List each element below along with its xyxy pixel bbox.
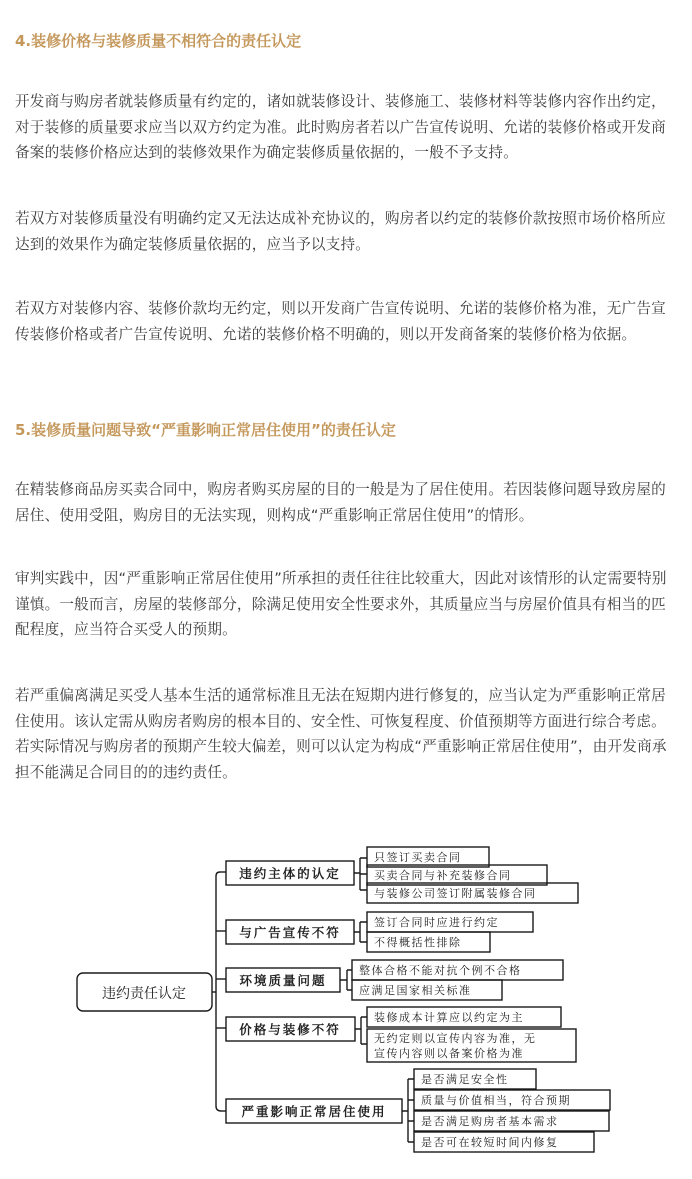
mindmap-leaf: 是否满足安全性: [421, 1073, 509, 1086]
section-4-heading: 4.装修价格与装修质量不相符合的责任认定: [15, 32, 302, 50]
section-5-paragraph-1: 在精装修商品房买卖合同中，购房者购买房屋的目的一般是为了居住使用。若因装修问题导致房屋的居住、使用受阻，购房目的无法实现，则构成“严重影响正常居住使用”的情形。: [15, 481, 666, 524]
mindmap-branch-5: 严重影响正常居住使用: [241, 1104, 387, 1119]
mindmap-leaf: 只签订买卖合同: [374, 851, 462, 864]
section-4-paragraph-3: 若双方对装修内容、装修价款均无约定，则以开发商广告宣传说明、允诺的装修价格为准，无广告宣传装修价格或者广告宣传说明、允诺的装修价格不明确的，则以开发商备案的装修价格为依据。: [15, 300, 666, 343]
mindmap-diagram: [0, 838, 692, 1178]
mindmap-leaf: 整体合格不能对抗个例不合格: [359, 964, 522, 977]
mindmap-leaf: 应满足国家相关标准: [359, 984, 472, 997]
section-4-paragraph-1: 开发商与购房者就装修质量有约定的，诸如就装修设计、装修施工、装修材料等装修内容作出约定，对于装修的质量要求应当以双方约定为准。此时购房者若以广告宣传说明、允诺的装修价格或开发商备案的装修价格应达到的装修效果作为确定装修质量依据的，一般不予支持。: [15, 93, 666, 161]
mindmap-leaf: 宣传内容则以备案价格为准: [374, 1047, 524, 1060]
mindmap-branch-3: 环境质量问题: [239, 973, 327, 988]
mindmap-leaf: 不得概括性排除: [374, 936, 462, 949]
mindmap-leaf: 是否可在较短时间内修复: [421, 1136, 559, 1149]
mindmap-branch-2: 与广告宣传不符: [239, 925, 341, 940]
section-5-heading: 5.装修质量问题导致“严重影响正常居住使用”的责任认定: [15, 421, 396, 439]
mindmap-root: 违约责任认定: [102, 985, 186, 1001]
mindmap-branch-1: 违约主体的认定: [239, 866, 341, 881]
section-4-paragraph-2: 若双方对装修质量没有明确约定又无法达成补充协议的，购房者以约定的装修价款按照市场价格所应达到的效果作为确定装修质量依据的，应当予以支持。: [15, 210, 666, 253]
mindmap-leaf: 与装修公司签订附属装修合同: [374, 887, 537, 900]
section-5-paragraph-2: 审判实践中，因“严重影响正常居住使用”所承担的责任往往比较重大，因此对该情形的认定需要特别谨慎。一般而言，房屋的装修部分，除满足使用安全性要求外，其质量应当与房屋价值具有相当的匹配程度，应当符合买受人的预期。: [15, 570, 667, 638]
mindmap-leaf: 无约定则以宣传内容为准，无: [374, 1032, 537, 1045]
mindmap-leaf: 装修成本计算应以约定为主: [374, 1011, 524, 1024]
section-5-paragraph-3: 若严重偏离满足买受人基本生活的通常标准且无法在短期内进行修复的，应当认定为严重影响正常居住使用。该认定需从购房者购房的根本目的、安全性、可恢复程度、价值预期等方面进行综合考虑。若实际情况与购房者的预期产生较大偏差，则可以认定为构成“严重影响正常居住使用”，由开发商承担不能满足合同目的的违约责任。: [15, 687, 667, 781]
mindmap-leaf: 是否满足购房者基本需求: [421, 1115, 559, 1128]
mindmap-leaf: 买卖合同与补充装修合同: [374, 869, 512, 882]
mindmap-leaf: 质量与价值相当，符合预期: [421, 1094, 571, 1107]
mindmap-leaf: 签订合同时应进行约定: [374, 916, 499, 929]
mindmap-branch-4: 价格与装修不符: [239, 1022, 341, 1037]
